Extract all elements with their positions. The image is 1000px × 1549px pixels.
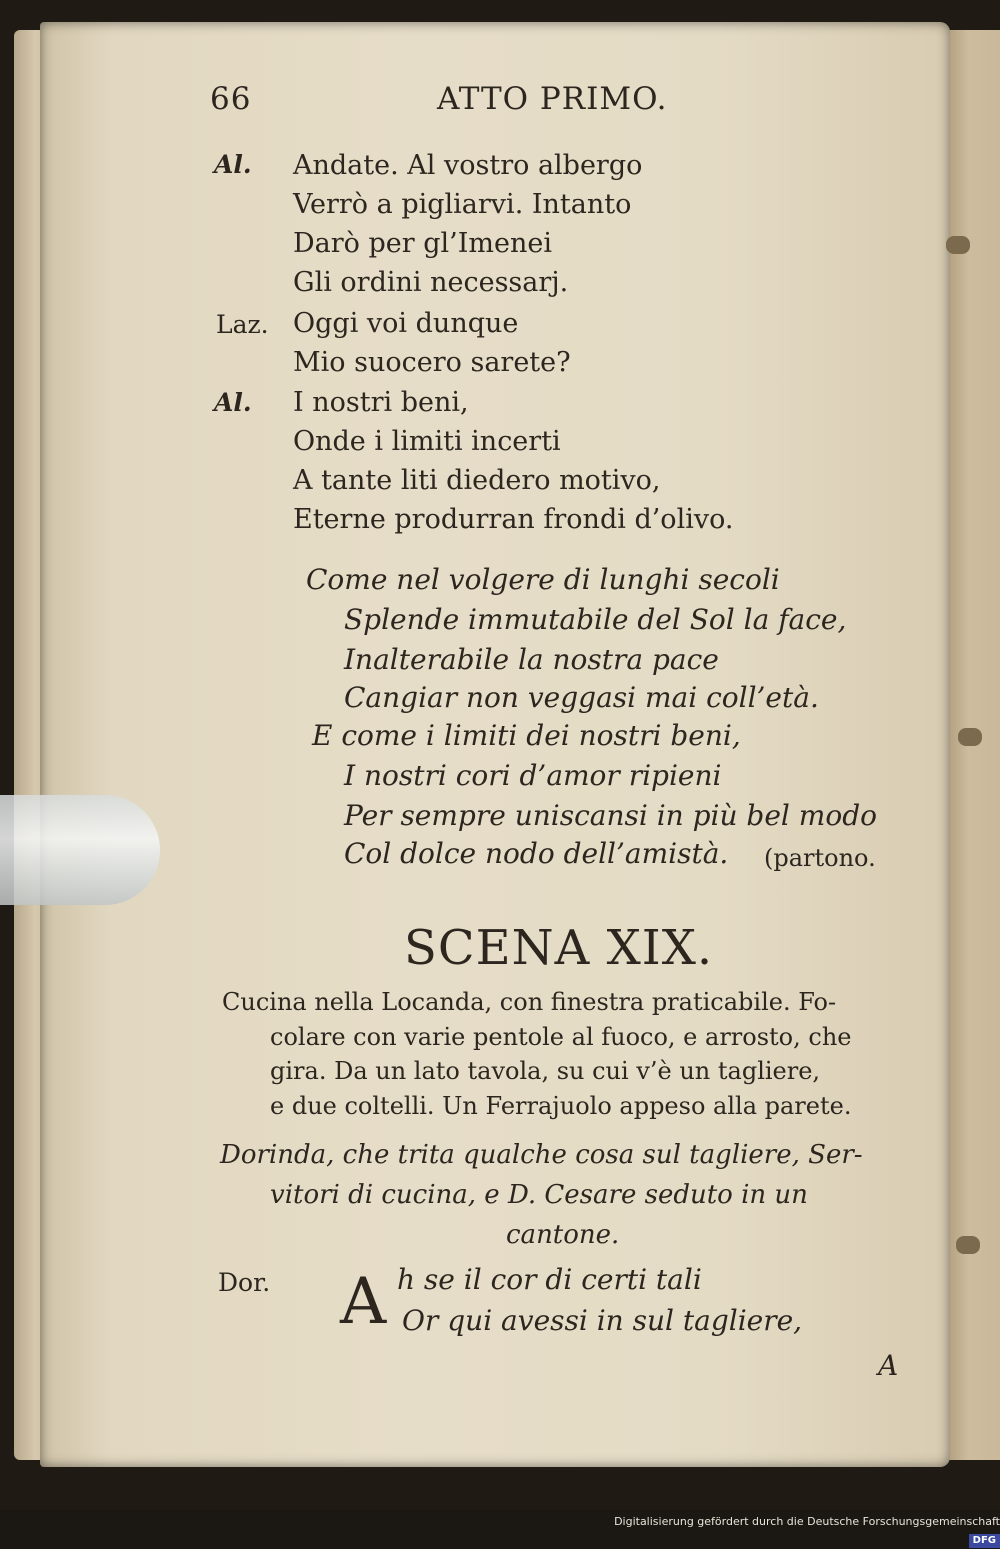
page-clip [0,795,160,905]
speaker-al: Al. [214,150,252,179]
page-number: 66 [210,81,252,117]
characters-line: vitori di cucina, e D. Cesare seduto in un [270,1180,808,1210]
characters-line: cantone. [506,1220,620,1250]
verse-line: Gli ordini necessarj. [293,267,569,298]
drop-cap: A [340,1265,387,1339]
verse-line: Onde i limiti incerti [293,426,561,457]
verse-line: Or qui avessi in sul tagliere, [402,1304,803,1337]
characters-line: Dorinda, che trita qualche cosa sul tagliere, Ser- [220,1140,863,1170]
stage-direction-exit: (partono. [764,844,876,872]
speaker-laz: Laz. [216,310,269,339]
aria-line: I nostri cori d’amor ripieni [344,759,722,792]
verse-line: Mio suocero sarete? [293,347,571,378]
verse-line: Oggi voi dunque [293,308,519,339]
setting-line: gira. Da un lato tavola, su cui v’è un tagliere, [270,1057,821,1085]
dfg-logo: DFG [969,1534,1000,1548]
scene-title: SCENA XIX. [404,920,714,976]
verse-line: A tante liti diedero motivo, [293,465,661,496]
credit-text: Digitalisierung gefördert durch die Deutsche Forschungsgemeinschaft [614,1515,1000,1528]
setting-line: Cucina nella Locanda, con finestra praticabile. Fo- [222,988,837,1016]
aria-line: Inalterabile la nostra pace [344,643,719,676]
digitization-credit [600,1513,1000,1546]
speaker-dor: Dor. [218,1268,271,1297]
binding-thread [958,728,982,746]
aria-line: E come i limiti dei nostri beni, [312,719,741,752]
catchword: A [878,1349,899,1382]
setting-line: e due coltelli. Un Ferrajuolo appeso alla parete. [270,1092,852,1120]
verse-line: Eterne produrran frondi d’olivo. [293,504,734,535]
verse-line: Darò per gl’Imenei [293,228,552,259]
speaker-al: Al. [214,388,252,417]
aria-line: Col dolce nodo dell’amistà. [344,837,729,870]
aria-line: Per sempre uniscansi in più bel modo [344,799,877,832]
aria-line: Cangiar non veggasi mai coll’età. [344,681,819,714]
verse-line: Verrò a pigliarvi. Intanto [293,189,632,220]
verse-line: Andate. Al vostro albergo [293,150,643,181]
binding-thread [956,1236,980,1254]
running-title: ATTO PRIMO. [437,81,668,117]
verse-line: I nostri beni, [293,387,469,418]
aria-line: Come nel volgere di lunghi secoli [306,563,780,596]
binding-thread [946,236,970,254]
verse-line: h se il cor di certi tali [397,1263,702,1296]
aria-line: Splende immutabile del Sol la face, [344,603,847,636]
setting-line: colare con varie pentole al fuoco, e arrosto, che [270,1023,852,1051]
